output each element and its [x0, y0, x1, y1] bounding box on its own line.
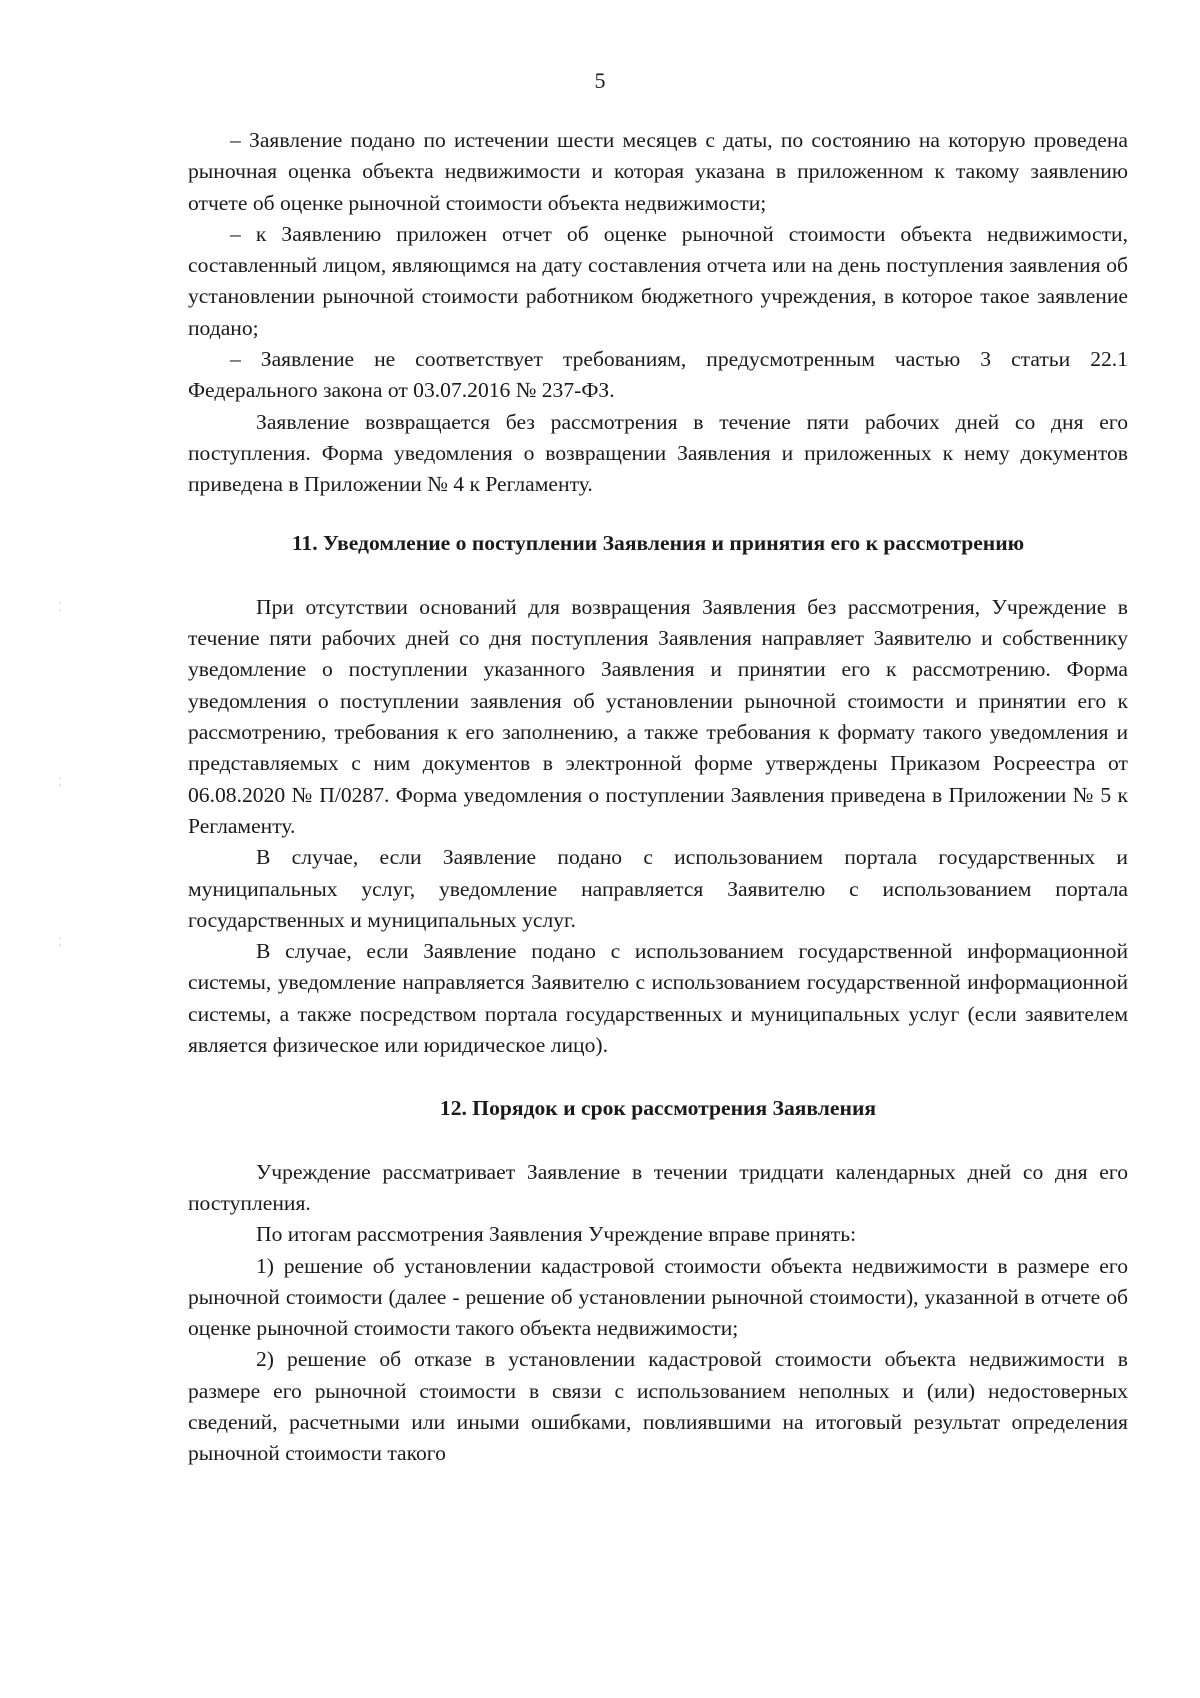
- section-12-title: 12. Порядок и срок рассмотрения Заявления: [439, 1096, 877, 1121]
- list-item: 1) решение об установлении кадастровой стоимости объекта недвижимости в размере его рыночной стоимости (далее - решение об установлении рыночной стоимости), указанной в отчете об оценке рыночной стоимости такого объекта недвижимости;: [188, 1253, 1128, 1341]
- list-item: – Заявление не соответствует требованиям, предусмотренным частью 3 статьи 22.1 Федерального закона от 03.07.2016 № 237-ФЗ.: [188, 347, 1128, 403]
- margin-mark: ⁚: [58, 600, 62, 614]
- page-number: 5: [594, 68, 606, 93]
- paragraph: Заявление возвращается без рассмотрения в течение пяти рабочих дней со дня его поступления. Форма уведомления о возвращении Заявления и приложенных к нему документов приведена в Приложении № 4 к Регламенту.: [188, 409, 1128, 497]
- document-body: [188, 125, 1128, 1470]
- margin-mark: ⁚: [58, 935, 62, 949]
- section-11-title: 11. Уведомление о поступлении Заявления и принятия его к рассмотрению: [291, 530, 1025, 555]
- list-item: 2) решение об отказе в установлении кадастровой стоимости объекта недвижимости в размере его рыночной стоимости в связи с использованием неполных и (или) недостоверных сведений, расчетными или иными ошибками, повлиявшими на итоговый результат определения рыночной стоимости такого: [188, 1347, 1128, 1466]
- paragraph: При отсутствии оснований для возвращения Заявления без рассмотрения, Учреждение в течение пяти рабочих дней со дня поступления Заявления направляет Заявителю и собственнику уведомление о поступлении указанного Заявления и принятии его к рассмотрению. Форма уведомления о поступлении заявления об установлении рыночной стоимости и принятии его к рассмотрению, требования к его заполнению, а также требования к формату такого уведомления и представляемых с ним документов в электронной форме утверждены Приказом Росреестра от 06.08.2020 № П/0287. Форма уведомления о поступлении Заявления приведена в Приложении № 5 к Регламенту.: [188, 594, 1128, 838]
- section-11-heading: [188, 528, 1128, 559]
- section-12-heading: [188, 1093, 1128, 1124]
- list-item: – к Заявлению приложен отчет об оценке рыночной стоимости объекта недвижимости, составленный лицом, являющимся на дату составления отчета или на день поступления заявления об установлении рыночной стоимости работником бюджетного учреждения, в которое такое заявление подано;: [188, 221, 1128, 340]
- list-item: – Заявление подано по истечении шести месяцев с даты, по состоянию на которую проведена рыночная оценка объекта недвижимости и которая указана в приложенном к такому заявлению отчете об оценке рыночной стоимости объекта недвижимости;: [188, 128, 1128, 215]
- paragraph: Учреждение рассматривает Заявление в течении тридцати календарных дней со дня его поступления.: [188, 1159, 1128, 1215]
- paragraph: В случае, если Заявление подано с использованием портала государственных и муниципальных услуг, уведомление направляется Заявителю с использованием портала государственных и муниципальных услуг.: [188, 845, 1128, 932]
- paragraph: По итогам рассмотрения Заявления Учреждение вправе принять:: [256, 1222, 857, 1247]
- paragraph: В случае, если Заявление подано с использованием государственной информационной системы, уведомление направляется Заявителю с использованием государственной информационной системы, а также посредством портала государственных и муниципальных услуг (если заявителем является физическое или юридическое лицо).: [188, 939, 1128, 1058]
- margin-mark: ⁚: [58, 775, 62, 789]
